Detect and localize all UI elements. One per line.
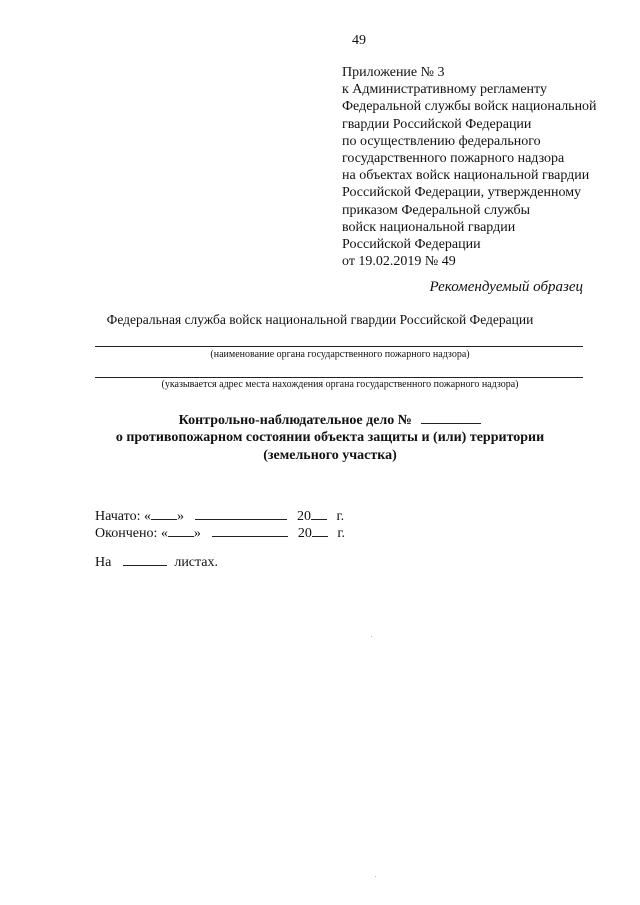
sheets-suffix: листах. (174, 555, 219, 570)
appendix-line: на объектах войск национальной гвардии (342, 168, 590, 184)
title-line-1: Контрольно-наблюдательное дело № (178, 413, 412, 428)
sheets-prefix: На (95, 555, 112, 570)
recommended-sample-label: Рекомендуемый образец (429, 279, 583, 295)
appendix-line: гвардии Российской Федерации (342, 116, 532, 132)
appendix-line: войск национальной гвардии (342, 219, 516, 235)
started-month-blank (195, 507, 287, 520)
ended-quote-close: » (193, 526, 201, 541)
appendix-line: Федеральной службы войск национальной (342, 99, 597, 115)
case-number-blank (421, 411, 481, 424)
ended-year-suffix: г. (337, 526, 346, 541)
appendix-line: к Административному регламенту (342, 82, 547, 98)
title-line-2: о противопожарном состоянии объекта защиты и (или) территории (115, 430, 545, 445)
started-day-blank (151, 507, 177, 520)
appendix-line: по осуществлению федерального (342, 133, 541, 149)
appendix-line: государственного пожарного надзора (342, 151, 565, 167)
authority-caption: (наименование органа государственного пожарного надзора) (210, 349, 470, 360)
sheets-row (95, 553, 218, 571)
page-number: 49 (352, 33, 366, 48)
appendix-line: Российской Федерации, утвержденному (342, 185, 582, 201)
document-title (0, 411, 640, 430)
started-year-suffix: г. (336, 509, 345, 524)
appendix-block (342, 64, 597, 270)
ended-year-prefix: 20 (297, 526, 312, 541)
address-line (95, 377, 583, 378)
ended-label: Окончено: « (95, 526, 168, 541)
started-year-prefix: 20 (296, 509, 311, 524)
ended-day-blank (168, 524, 194, 537)
sheets-count-blank (123, 553, 167, 566)
appendix-line: от 19.02.2019 № 49 (342, 254, 456, 270)
agency-name: Федеральная служба войск национальной гвардии Российской Федерации (106, 312, 534, 327)
started-label: Начато: « (95, 509, 151, 524)
started-quote-close: » (176, 509, 184, 524)
started-year-blank (311, 507, 327, 520)
appendix-line: Приложение № 3 (342, 65, 445, 80)
ended-date-row (95, 524, 345, 542)
scan-speck (371, 636, 372, 637)
ended-year-blank (312, 524, 328, 537)
started-date-row (95, 507, 344, 525)
address-caption: (указывается адрес места нахождения органа государственного пожарного надзора) (161, 379, 519, 390)
title-line-3: (земельного участка) (263, 448, 397, 463)
scan-speck (375, 876, 376, 877)
appendix-line: Российской Федерации (342, 237, 481, 253)
appendix-line: приказом Федеральной службы (342, 202, 530, 218)
ended-month-blank (212, 524, 288, 537)
authority-name-line (95, 346, 583, 347)
